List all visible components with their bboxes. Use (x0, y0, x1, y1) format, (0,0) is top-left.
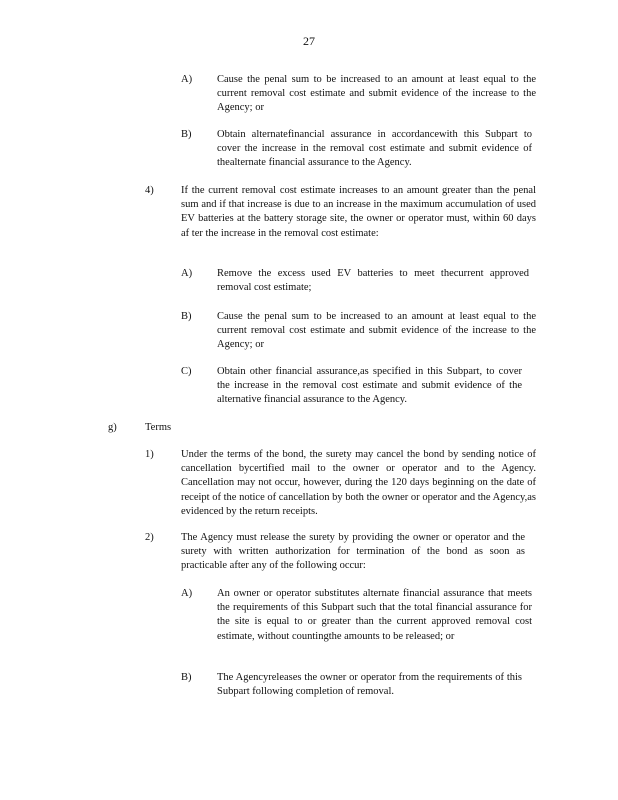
item-text: Under the terms of the bond, the surety may cancel the bond by sending notice of cancellation bycertified mail to the owner or operator and to the Agency. Cancellation may not occur, however, during the 120 days beginning on the date of receipt of the notice of cancellation by both the owner or operator and the Agency,as evidenced by the return receipts. (181, 449, 536, 517)
item-text: Obtain alternatefinancial assurance in accordancewith this Subpart to cover the increase in the removal cost estimate and submit evidence of thealternate financial assurance to the Agency. (217, 129, 532, 169)
item-label: C) (181, 366, 192, 377)
item-label: A) (181, 588, 193, 599)
item-text: An owner or operator substitutes alternate financial assurance that meets the requirements of this Subpart such that the total financial assurance for the site is equal to or greater than the current approved removal cost estimate, without countingthe amounts to be released; or (217, 588, 532, 642)
item-label: 1) (145, 449, 154, 460)
item-label: B) (181, 672, 192, 683)
item-label: B) (181, 311, 192, 322)
item-label: A) (181, 268, 193, 279)
item-label: 4) (145, 185, 154, 196)
item-text: The Agencyreleases the owner or operator from the requirements of this Subpart following completion of removal. (217, 672, 522, 698)
item-text: Obtain other financial assurance,as specified in this Subpart, to cover the increase in the removal cost estimate and submit evidence of the alternative financial assurance to the Agency. (217, 366, 522, 406)
item-text: Remove the excess used EV batteries to meet thecurrent approved removal cost estimate; (217, 268, 529, 294)
item-label: 2) (145, 532, 154, 543)
item-text: The Agency must release the surety by providing the owner or operator and the surety with written authorization for termination of the bond as soon as practicable after any of the following occur: (181, 532, 525, 572)
section-title: Terms (145, 422, 172, 433)
item-text: If the current removal cost estimate increases to an amount greater than the penal sum and if that increase is due to an increase in the maximum accumulation of used EV batteries at the battery storage site, the owner or operator must, within 60 days af ter the increase in the removal cost estimate: (181, 185, 536, 239)
page-number: 27 (303, 34, 315, 48)
item-text: Cause the penal sum to be increased to an amount at least equal to the current removal cost estimate and submit evidence of the increase to the Agency; or (217, 74, 536, 114)
item-label: B) (181, 129, 192, 140)
item-text: Cause the penal sum to be increased to an amount at least equal to the current removal cost estimate and submit evidence of the increase to the Agency; or (217, 311, 536, 351)
section-label: g) (108, 422, 117, 433)
item-label: A) (181, 74, 193, 85)
